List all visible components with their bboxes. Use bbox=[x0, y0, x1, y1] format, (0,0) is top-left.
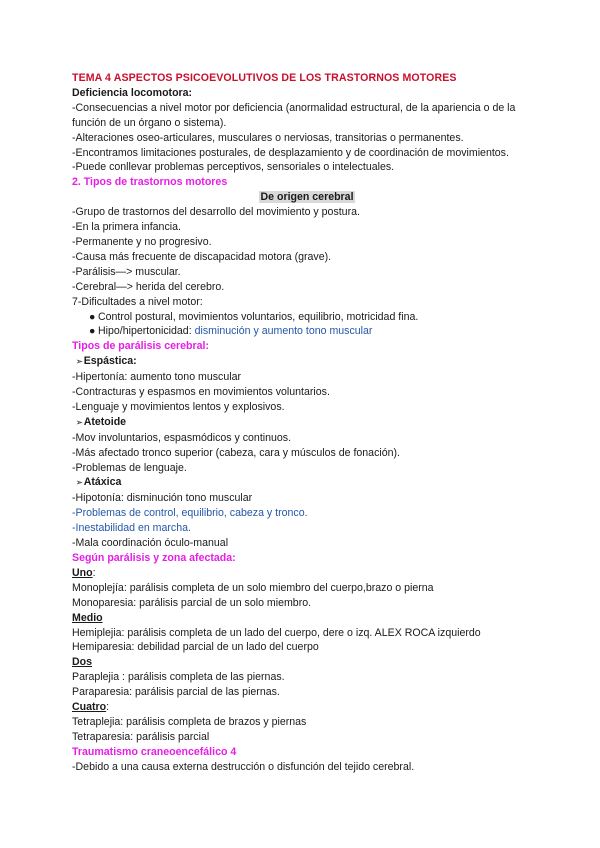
bullet-dot-icon: ● bbox=[89, 310, 96, 323]
espastica-label: Espástica: bbox=[83, 355, 137, 368]
deficiencia-item: -Encontramos limitaciones posturales, de desplazamiento y de coordinación de movimientos. bbox=[72, 146, 509, 159]
group-suffix: : bbox=[92, 566, 96, 579]
tipos-subheading-row bbox=[72, 190, 542, 205]
atetoide-item: -Mov involuntarios, espasmódicos y continuos. bbox=[72, 431, 292, 444]
group-label-row bbox=[72, 655, 542, 670]
tipos-item: -Permanente y no progresivo. bbox=[72, 235, 212, 248]
arrow-icon: ➢ bbox=[76, 478, 83, 488]
espastica-label-row bbox=[72, 354, 542, 370]
deficiencia-item: -Alteraciones oseo-articulares, musculares o nerviosas, transitorias o permanentes. bbox=[72, 131, 464, 144]
group-label: Medio bbox=[72, 611, 103, 624]
tipos-bullet bbox=[72, 310, 542, 325]
ataxica-label: Atáxica bbox=[83, 476, 122, 489]
arrow-icon: ➢ bbox=[76, 417, 83, 427]
trauma-heading: Traumatismo craneoencefálico 4 bbox=[72, 745, 237, 758]
deficiencia-item: -Consecuencias a nivel motor por deficiencia (anormalidad estructural, de la apariencia o de la función de un órgano o sistema). bbox=[72, 101, 516, 129]
espastica-item: -Hipertonía: aumento tono muscular bbox=[72, 371, 241, 384]
atetoide-item: -Problemas de lenguaje. bbox=[72, 461, 187, 474]
bullet-text: Hipo/hipertonicidad: bbox=[98, 325, 195, 338]
document-page bbox=[72, 71, 542, 775]
group-item: Paraparesia: parálisis parcial de las piernas. bbox=[72, 686, 280, 699]
bullet-dot-icon: ● bbox=[89, 325, 96, 338]
ataxica-blue-item: -Problemas de control, equilibrio, cabeza y tronco. bbox=[72, 507, 308, 520]
tipos-item: -Causa más frecuente de discapacidad motora (grave). bbox=[72, 250, 332, 263]
document-title: TEMA 4 ASPECTOS PSICOEVOLUTIVOS DE LOS TRASTORNOS MOTORES bbox=[72, 72, 457, 84]
tipos-item: -Grupo de trastornos del desarrollo del movimiento y postura. bbox=[72, 206, 360, 219]
group-item: Monoplejía: parálisis completa de un solo miembro del cuerpo,brazo o pierna bbox=[72, 581, 434, 594]
group-label-row bbox=[72, 566, 542, 581]
segun-heading: Según parálisis y zona afectada: bbox=[72, 552, 236, 564]
tipos-heading: 2. Tipos de trastornos motores bbox=[72, 176, 228, 189]
atetoide-item: -Más afectado tronco superior (cabeza, cara y músculos de fonación). bbox=[72, 446, 400, 459]
atetoide-label: Atetoide bbox=[83, 415, 127, 428]
group-item: Paraplejia : parálisis completa de las piernas. bbox=[72, 671, 285, 684]
ataxica-item: -Hipotonía: disminución tono muscular bbox=[72, 492, 253, 505]
group-suffix: : bbox=[106, 701, 110, 714]
group-item: Tetraparesia: parálisis parcial bbox=[72, 730, 210, 743]
bullet-text: Control postural, movimientos voluntarios, equilibrio, motricidad fina. bbox=[98, 310, 419, 323]
deficiencia-item: -Puede conllevar problemas perceptivos, sensoriales o intelectuales. bbox=[72, 161, 395, 174]
tipos-item: 7-Dificultades a nivel motor: bbox=[72, 295, 203, 308]
group-item: Monoparesia: parálisis parcial de un solo miembro. bbox=[72, 596, 312, 609]
group-label: Cuatro bbox=[72, 701, 107, 714]
tipos-item: -En la primera infancia. bbox=[72, 221, 181, 234]
tipos-item: -Cerebral—> herida del cerebro. bbox=[72, 280, 225, 293]
group-label: Uno bbox=[72, 566, 93, 579]
trauma-item: -Debido a una causa externa destrucción o disfunción del tejido cerebral. bbox=[72, 760, 415, 773]
group-label: Dos bbox=[72, 656, 93, 669]
atetoide-label-row bbox=[72, 415, 542, 431]
paralisis-heading: Tipos de parálisis cerebral: bbox=[72, 340, 209, 353]
ataxica-label-row bbox=[72, 475, 542, 491]
group-item: Hemiparesia: debilidad parcial de un lado del cuerpo bbox=[72, 641, 319, 654]
tipos-bullet bbox=[72, 324, 542, 339]
tipos-subheading: De origen cerebral bbox=[260, 191, 354, 204]
group-label-row bbox=[72, 611, 542, 626]
espastica-item: -Lenguaje y movimientos lentos y explosivos. bbox=[72, 400, 285, 413]
bullet-blue-text: disminución y aumento tono muscular bbox=[194, 325, 373, 338]
tipos-item: -Parálisis—> muscular. bbox=[72, 265, 181, 278]
group-item: Tetraplejia: parálisis completa de brazos y piernas bbox=[72, 715, 307, 728]
espastica-item: -Contracturas y espasmos en movimientos voluntarios. bbox=[72, 386, 330, 399]
ataxica-item: -Mala coordinación óculo-manual bbox=[72, 537, 229, 550]
group-label-row bbox=[72, 700, 542, 715]
arrow-icon: ➢ bbox=[76, 357, 83, 367]
deficiencia-heading: Deficiencia locomotora: bbox=[72, 86, 193, 99]
group-item: Hemiplejia: parálisis completa de un lado del cuerpo, dere o izq. ALEX ROCA izquierdo bbox=[72, 626, 481, 639]
ataxica-blue-item: -Inestabilidad en marcha. bbox=[72, 522, 191, 535]
